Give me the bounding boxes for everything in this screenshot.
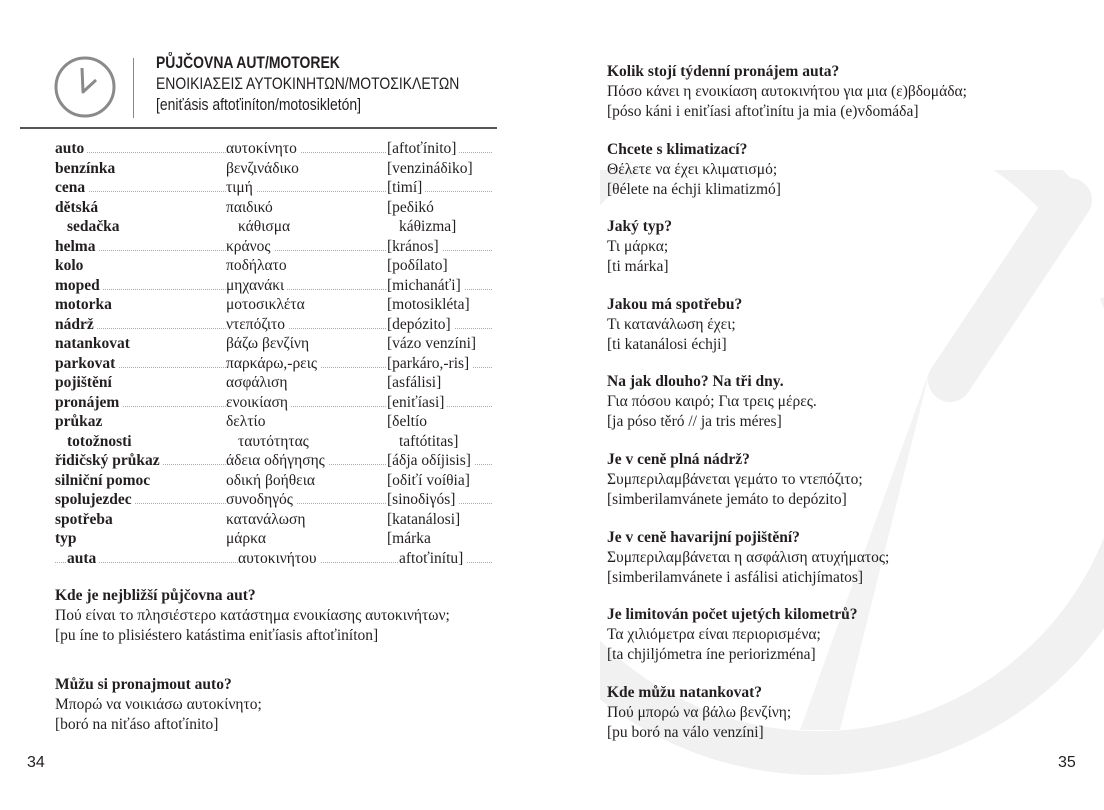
greek-term: βενζινάδικο [226, 159, 302, 179]
czech-term: parkovat [55, 354, 118, 374]
vocabulary-list [55, 139, 492, 568]
czech-term: benzínka [55, 159, 118, 179]
transcription: [δeltío [387, 412, 430, 432]
transcription: [krános] [387, 237, 442, 257]
phrase-block [607, 62, 967, 122]
vocab-row [55, 139, 492, 159]
header-rule [20, 127, 497, 129]
czech-term: pronájem [55, 393, 122, 413]
czech-term: typ [55, 529, 80, 549]
vocab-row [55, 198, 492, 218]
greek-term: κράνος [226, 237, 274, 257]
vocab-row [55, 217, 492, 237]
greek-term: τιμή [226, 178, 256, 198]
vocab-row [55, 393, 492, 413]
transcription: [motosikléta] [387, 295, 473, 315]
czech-term: dětská [55, 198, 101, 218]
greek-term: κάθισμα [238, 217, 293, 237]
phrase-greek: Τι κατανάλωση έχει; [607, 315, 736, 333]
czech-term: silniční pomoc [55, 471, 153, 491]
czech-term: auto [55, 139, 87, 159]
greek-term: άδεια οδήγησης [226, 451, 328, 471]
vocab-row [55, 256, 492, 276]
phrase-greek: Συμπεριλαμβάνεται γεμάτο το ντεπόζιτο; [607, 471, 863, 488]
phrase-czech: Je v ceně plná nádrž? [607, 451, 750, 468]
transcription: [katanálosi] [387, 510, 463, 530]
transcription: [depózito] [387, 315, 454, 335]
greek-term: μηχανάκι [226, 276, 287, 296]
phrase-block [607, 295, 742, 355]
phrase-transcription: [boró na niťáso aftoťínito] [55, 716, 219, 733]
transcription: [oδiťí voíθia] [387, 471, 473, 491]
transcription: taftótitas] [399, 432, 461, 452]
vocab-row [55, 432, 492, 452]
phrase-czech: Jakou má spotřebu? [607, 295, 743, 313]
transcription: [parkáro,-ris] [387, 354, 472, 374]
czech-term: cena [55, 178, 88, 198]
clock-icon [52, 54, 118, 120]
header-divider [133, 58, 134, 118]
vocab-row [55, 237, 492, 257]
vocab-row [55, 451, 492, 471]
czech-term: helma [55, 237, 98, 257]
phrase-czech: Kolik stojí týdenní pronájem auta? [607, 63, 840, 80]
greek-term: παρκάρω,-ρεις [226, 354, 320, 374]
phrase-transcription: [θélete na échji klimatizmó] [607, 180, 781, 198]
czech-term: auta [67, 549, 99, 569]
vocab-row [55, 529, 492, 549]
section-header [156, 52, 459, 115]
vocab-row [55, 471, 492, 491]
greek-term: ασφάλιση [226, 373, 291, 393]
transcription: [aftoťínito] [387, 139, 459, 159]
transcription: [michanáťi] [387, 276, 464, 296]
phrase-transcription: [simberilamvánete jemáto to depózito] [607, 491, 847, 508]
section-title-transcription: [eniťásis aftoťiníton/motosikletón] [156, 95, 361, 114]
phrase-block [607, 372, 817, 432]
phrase-transcription: [ti katanálosi échji] [607, 335, 727, 353]
czech-term: sedačka [67, 217, 123, 237]
transcription: [asfálisi] [387, 373, 444, 393]
section-title-greek: ΕΝΟΙΚΙΑΣΕΙΣ ΑΥΤΟΚΙΝΗΤΩΝ/ΜΟΤΟΣΙΚΛΕΤΩΝ [156, 74, 460, 93]
czech-term: řidičský průkaz [55, 451, 163, 471]
czech-term: nádrž [55, 315, 97, 335]
phrase-transcription: [ta chjiljómetra íne periorizména] [607, 646, 816, 664]
greek-term: συνοδηγός [226, 490, 296, 510]
vocab-row [55, 412, 492, 432]
phrase-greek: Τι μάρκα; [607, 238, 669, 256]
vocab-row [55, 549, 492, 569]
greek-term: ενοικίαση [226, 393, 291, 413]
phrase-greek: Θέλετε να έχει κλιματισμό; [607, 160, 778, 178]
transcription: [márka [387, 529, 434, 549]
vocab-row [55, 159, 492, 179]
phrase-transcription: [ja póso těró // ja tris méres] [607, 413, 782, 431]
czech-term: natankovat [55, 334, 133, 354]
phrase-czech: Je limitován počet ujetých kilometrů? [607, 606, 858, 624]
czech-term: pojištění [55, 373, 115, 393]
czech-term: kolo [55, 256, 86, 276]
phrase-greek: Μπορώ να νοικιάσω αυτοκίνητο; [55, 696, 262, 713]
phrase-block [607, 217, 672, 277]
phrase-block [607, 140, 781, 200]
czech-term: spotřeba [55, 510, 116, 530]
phrase-czech: Na jak dlouho? Na tři dny. [607, 373, 784, 391]
vocab-row [55, 315, 492, 335]
greek-term: αυτοκινήτου [238, 549, 320, 569]
phrase-transcription: [póso káni i eniťíasi aftoťinítu ja mia (e)vδomáδa] [607, 103, 919, 120]
transcription: [timí] [387, 178, 425, 198]
transcription: aftoťinítu] [399, 549, 466, 569]
vocab-row [55, 276, 492, 296]
greek-term: βάζω βενζίνη [226, 334, 312, 354]
phrase-greek: Τα χιλιόμετρα είναι περιορισμένα; [607, 626, 821, 644]
phrase-transcription: [ti márka] [607, 258, 669, 276]
section-title: PŮJČOVNA AUT/MOTOREK [156, 53, 340, 72]
phrase-transcription: [pu boró na válo venzíni] [607, 723, 764, 741]
phrase-czech: Kde je nejbližší půjčovna aut? [55, 587, 256, 604]
greek-term: δελτίο [226, 412, 268, 432]
vocab-row [55, 510, 492, 530]
vocab-row [55, 373, 492, 393]
phrase-greek: Πόσο κάνει η ενοικίαση αυτοκινήτου για μια (ε)βδομάδα; [607, 83, 967, 100]
czech-term: totožnosti [67, 432, 135, 452]
transcription: [vázo venzíni] [387, 334, 479, 354]
transcription: [poδílato] [387, 256, 451, 276]
transcription: [eniťíasi] [387, 393, 447, 413]
czech-term: spolujezdec [55, 490, 135, 510]
phrase-czech: Můžu si pronajmout auto? [55, 676, 232, 693]
phrase-block [607, 450, 863, 510]
czech-term: moped [55, 276, 103, 296]
phrase-greek: Για πόσου καιρό; Για τρεις μέρες. [607, 393, 817, 411]
phrase-czech: Kde můžu natankovat? [607, 683, 763, 701]
vocab-row [55, 490, 492, 510]
transcription: [áδja oδíjisis] [387, 451, 474, 471]
phrase-transcription: [pu íne to plisiéstero katástima eniťíasis aftoťiníton] [55, 627, 379, 644]
phrase-block [55, 675, 262, 735]
vocab-row [55, 178, 492, 198]
greek-term: οδική βοήθεια [226, 471, 318, 491]
czech-term: motorka [55, 295, 115, 315]
transcription: [sinoδiγós] [387, 490, 458, 510]
transcription: [venzináδiko] [387, 159, 476, 179]
phrase-greek: Πού μπορώ να βάλω βενζίνη; [607, 703, 792, 721]
transcription: káθizma] [399, 217, 459, 237]
page-number-left: 34 [27, 754, 45, 771]
phrase-block [55, 586, 450, 646]
phrase-block [607, 528, 889, 588]
greek-term: αυτοκίνητο [226, 139, 300, 159]
transcription: [peδikó [387, 198, 437, 218]
phrase-block [607, 605, 858, 665]
greek-term: μοτοσικλέτα [226, 295, 308, 315]
greek-term: παιδικό [226, 198, 276, 218]
phrase-czech: Je v ceně havarijní pojištění? [607, 528, 800, 546]
phrase-block [607, 683, 791, 743]
vocab-row [55, 334, 492, 354]
greek-term: ταυτότητας [238, 432, 312, 452]
greek-term: ποδήλατο [226, 256, 290, 276]
czech-term: průkaz [55, 412, 105, 432]
page-number-right: 35 [1058, 754, 1076, 771]
greek-term: κατανάλωση [226, 510, 308, 530]
phrase-czech: Jaký typ? [607, 218, 673, 236]
vocab-row [55, 354, 492, 374]
dotted-leader [55, 191, 492, 192]
greek-term: ντεπόζιτο [226, 315, 288, 335]
phrase-transcription: [simberilamvánete i asfálisi atichjímatos] [607, 568, 864, 586]
greek-term: μάρκα [226, 529, 269, 549]
phrase-greek: Συμπεριλαμβάνεται η ασφάλιση ατυχήματος; [607, 548, 890, 566]
phrase-czech: Chcete s klimatizací? [607, 140, 748, 158]
vocab-row [55, 295, 492, 315]
phrase-greek: Πού είναι το πλησιέστερο κατάστημα ενοικίασης αυτοκινήτων; [55, 607, 450, 624]
